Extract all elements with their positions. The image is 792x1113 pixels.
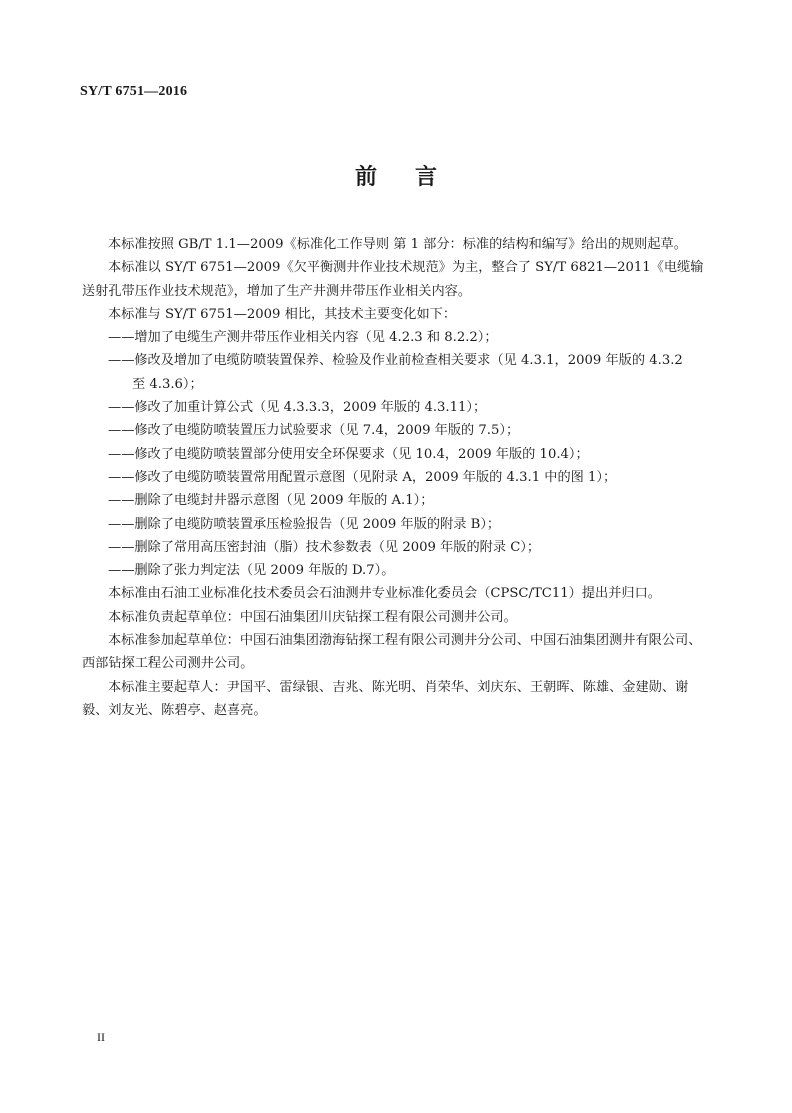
paragraph-lead-drafter: 本标准负责起草单位：中国石油集团川庆钻探工程有限公司测井公司。 (108, 609, 517, 625)
paragraph-drafting-rules: 本标准按照 GB/T 1.1—2009《标准化工作导则 第 1 部分：标准的结构和编写》给出的规则起草。 (108, 237, 687, 252)
page-number: II (97, 1030, 105, 1044)
paragraph-changes-intro: 本标准与 SY/T 6751—2009 相比，其技术主要变化如下： (108, 306, 457, 322)
change-item: ——修改了电缆防喷装置压力试验要求（见 7.4，2009 年版的 7.5）； (108, 423, 520, 439)
change-item-continuation: 至 4.3.6）； (132, 376, 203, 392)
paragraph-integration: 本标准以 SY/T 6751—2009《欠平衡测井作业技术规范》为主，整合了 SY/T 6821—2011《电缆输送射孔带压作业技术规范》，增加了生产井测井带压作业相关内容。 (82, 260, 704, 299)
paragraph-proposer: 本标准由石油工业标准化技术委员会石油测井专业标准化委员会（CPSC/TC11）提出并归口。 (108, 586, 661, 602)
change-item: ——删除了电缆封井器示意图（见 2009 年版的 A.1）； (108, 493, 434, 509)
change-item: ——修改了电缆防喷装置部分使用安全环保要求（见 10.4，2009 年版的 10.4）； (108, 446, 589, 462)
page-title: 前言 (354, 164, 475, 190)
paragraph-participating-drafters: 本标准参加起草单位：中国石油集团渤海钻探工程有限公司测井分公司、中国石油集团测井有限公司、西部钻探工程公司测井公司。 (82, 633, 702, 672)
change-item: ——修改了电缆防喷装置常用配置示意图（见附录 A，2009 年版的 4.3.1 中的图 1）； (108, 469, 617, 485)
change-item: ——修改及增加了电缆防喷装置保养、检验及作业前检查相关要求（见 4.3.1，2009 年版的 4.3.2 (108, 353, 683, 369)
change-item: ——删除了常用高压密封油（脂）技术参数表（见 2009 年版的附录 C）； (108, 539, 541, 555)
standard-code: SY/T 6751—2016 (80, 84, 188, 99)
paragraph-main-drafters: 本标准主要起草人：尹国平、雷绿银、吉兆、陈光明、肖荣华、刘庆东、王朝晖、陈雄、金建勋、谢毅、刘友光、陈碧亭、赵喜亮。 (82, 679, 689, 718)
change-item: ——删除了电缆防喷装置承压检验报告（见 2009 年版的附录 B）； (108, 516, 501, 532)
change-item: ——删除了张力判定法（见 2009 年版的 D.7）。 (108, 563, 395, 579)
change-item: ——修改了加重计算公式（见 4.3.3.3，2009 年版的 4.3.11）； (108, 400, 487, 416)
change-item: ——增加了电缆生产测井带压作业相关内容（见 4.2.3 和 8.2.2）； (108, 330, 498, 346)
foreword-body (82, 233, 714, 722)
